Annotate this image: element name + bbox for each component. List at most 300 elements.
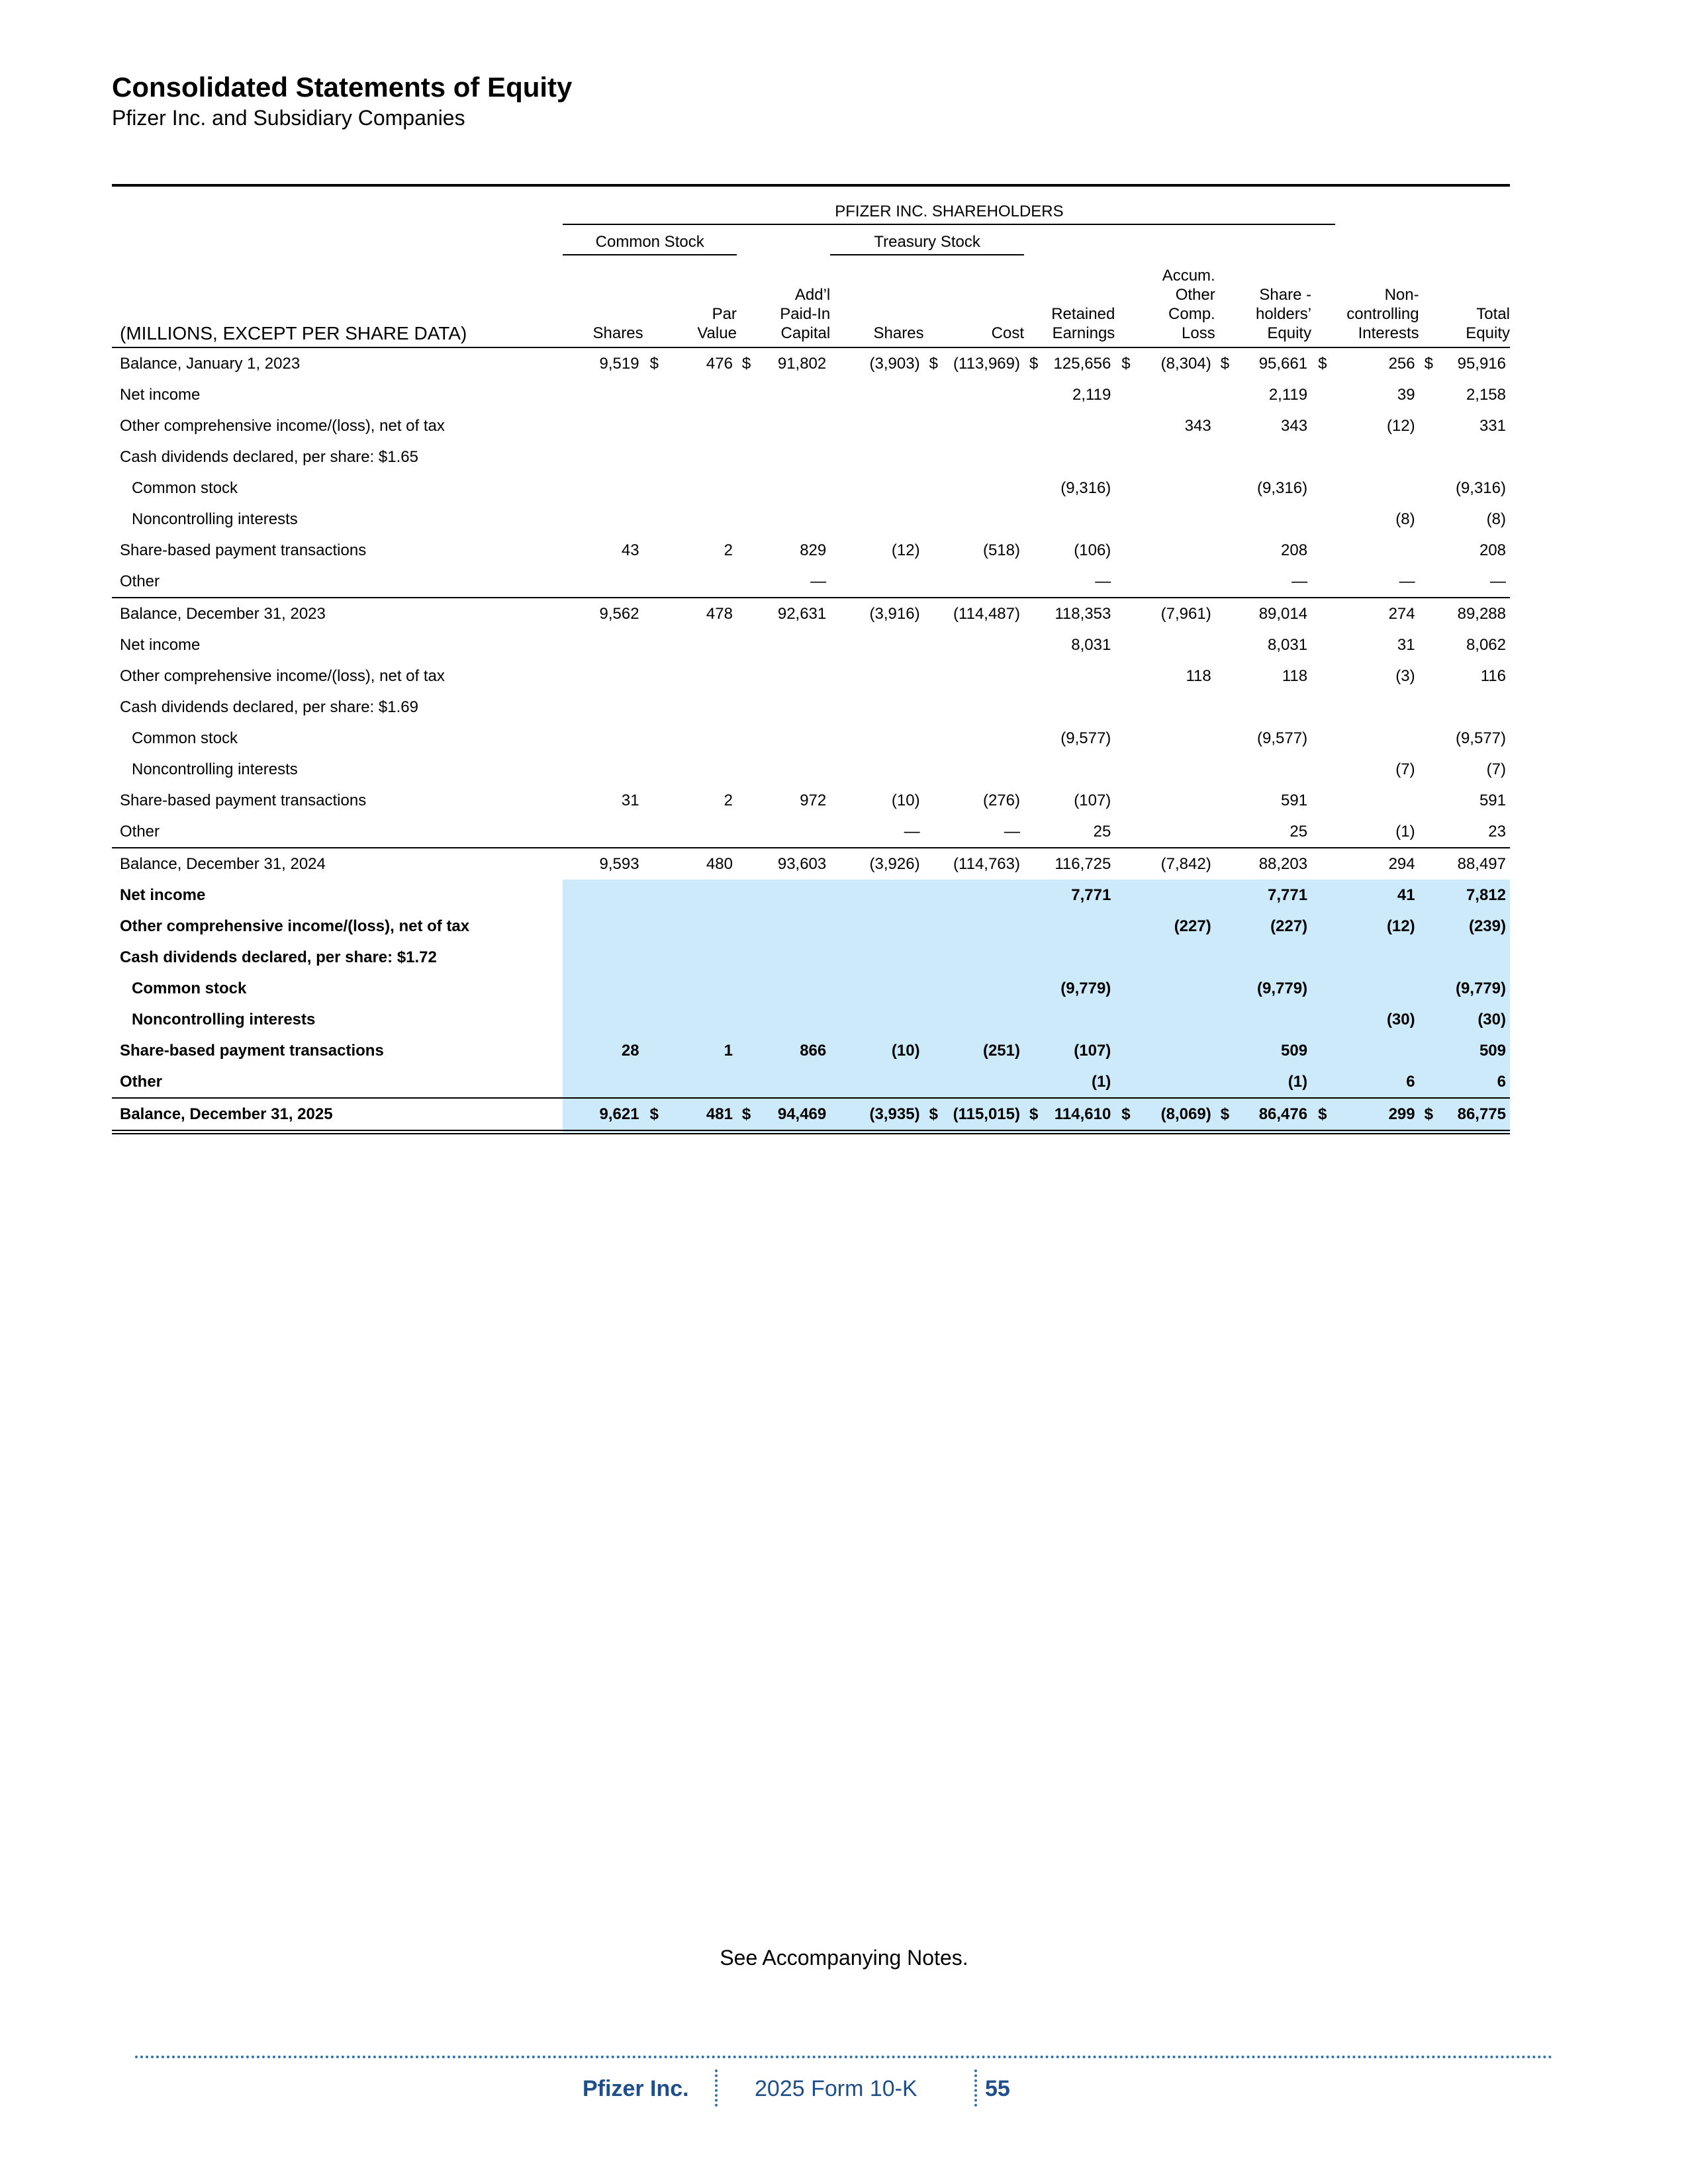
- table-cell: 481: [667, 1098, 737, 1132]
- table-cell: 2: [724, 791, 733, 809]
- footer-divider: [135, 2056, 1553, 2058]
- table-cell: (227): [1139, 911, 1215, 942]
- table-cell: 31: [1397, 635, 1415, 654]
- table-cell: [1139, 1035, 1215, 1066]
- table-cell: [1335, 1035, 1419, 1066]
- currency-symbol: [1115, 1066, 1139, 1098]
- table-cell: (9,316): [1455, 478, 1506, 497]
- table-cell: [563, 723, 643, 754]
- table-cell: [830, 692, 923, 723]
- footer-page-number: 55: [985, 2076, 1010, 2101]
- table-cell: [1139, 880, 1215, 911]
- table-cell: [563, 410, 643, 441]
- currency-symbol: [1115, 379, 1139, 410]
- table-row: [112, 629, 1510, 660]
- table-cell: [667, 504, 737, 535]
- table-cell: [1335, 785, 1419, 816]
- currency-symbol: $: [1318, 354, 1327, 373]
- row-label: Common stock: [132, 478, 238, 497]
- table-cell: [667, 942, 737, 973]
- table-cell: [667, 1004, 737, 1035]
- table-cell: (7): [1395, 760, 1415, 778]
- table-cell: [1139, 816, 1215, 848]
- table-cell: [1215, 441, 1311, 473]
- row-label: Balance, December 31, 2023: [112, 598, 563, 629]
- table-cell: (107): [1024, 1035, 1115, 1066]
- table-cell: (518): [982, 541, 1020, 559]
- column-header: Add’l Paid-In Capital: [737, 255, 830, 347]
- currency-symbol: [1311, 379, 1335, 410]
- currency-symbol: [1115, 441, 1139, 473]
- column-header: Par Value: [643, 255, 737, 347]
- row-label: Share-based payment transactions: [120, 791, 367, 809]
- table-cell: 208: [1479, 541, 1506, 559]
- table-cell: 9,621: [563, 1098, 643, 1132]
- column-header: Retained Earnings: [1024, 255, 1115, 347]
- table-cell: 591: [1479, 791, 1506, 809]
- table-row: [112, 723, 1510, 754]
- table-cell: 829: [800, 541, 827, 559]
- table-cell: [1024, 1004, 1115, 1035]
- table-cell: [1215, 942, 1311, 973]
- currency-symbol: [643, 723, 667, 754]
- currency-symbol: [643, 598, 667, 629]
- table-cell: [667, 723, 737, 754]
- currency-symbol: [643, 535, 667, 566]
- table-row: [112, 347, 1510, 379]
- table-cell: —: [810, 572, 827, 590]
- table-cell: [1419, 1098, 1510, 1132]
- table-cell: [830, 441, 923, 473]
- table-cell: (8): [1395, 510, 1415, 528]
- table-cell: [737, 410, 830, 441]
- row-label: Noncontrolling interests: [112, 1004, 563, 1035]
- cell-value: 86,476: [1258, 1105, 1308, 1123]
- table-cell: [924, 880, 1024, 911]
- row-label: Cash dividends declared, per share: $1.65: [120, 447, 418, 466]
- table-cell: [924, 566, 1024, 598]
- table-cell: [1215, 1004, 1311, 1035]
- currency-symbol: [1115, 504, 1139, 535]
- table-cell: [667, 410, 737, 441]
- table-cell: [1335, 535, 1419, 566]
- table-cell: 208: [1281, 541, 1308, 559]
- table-cell: (7): [1486, 760, 1506, 778]
- table-cell: 89,288: [1419, 598, 1510, 629]
- table-cell: [924, 379, 1024, 410]
- column-header: Shares: [563, 255, 643, 347]
- table-cell: 478: [667, 598, 737, 629]
- page-footer: [0, 2070, 1688, 2109]
- treasury-stock-group-header: Treasury Stock: [830, 224, 1024, 255]
- table-cell: [830, 942, 923, 973]
- table-cell: [1215, 504, 1311, 535]
- table-cell: [924, 1098, 1024, 1132]
- table-cell: [1139, 692, 1215, 723]
- table-cell: (107): [1074, 791, 1111, 809]
- table-cell: [830, 754, 923, 785]
- footer-separator: [974, 2070, 977, 2107]
- table-cell: [737, 692, 830, 723]
- currency-symbol: [643, 816, 667, 848]
- currency-symbol: [643, 629, 667, 660]
- table-cell: (9,779): [1419, 973, 1510, 1004]
- currency-symbol: [643, 1004, 667, 1035]
- row-label: Other: [112, 1066, 563, 1098]
- currency-symbol: [1115, 942, 1139, 973]
- table-cell: 343: [1281, 416, 1308, 435]
- currency-symbol: $: [1121, 354, 1131, 373]
- table-cell: 118: [1186, 666, 1211, 685]
- table-cell: 7,812: [1419, 880, 1510, 911]
- table-cell: [1139, 723, 1215, 754]
- footer-form: 2025 Form 10-K: [755, 2076, 917, 2101]
- table-cell: [830, 880, 923, 911]
- table-cell: [924, 973, 1024, 1004]
- table-cell: 972: [800, 791, 827, 809]
- table-cell: (9,577): [1257, 729, 1308, 747]
- table-cell: 331: [1479, 416, 1506, 435]
- currency-symbol: [643, 379, 667, 410]
- table-cell: [667, 1066, 737, 1098]
- currency-symbol: $: [1220, 354, 1230, 373]
- table-cell: (251): [924, 1035, 1024, 1066]
- currency-symbol: [1115, 535, 1139, 566]
- table-cell: (227): [1215, 911, 1311, 942]
- table-cell: [1419, 942, 1510, 973]
- table-cell: 299: [1335, 1098, 1419, 1132]
- table-row: [112, 754, 1510, 785]
- table-cell: [667, 816, 737, 848]
- table-cell: 92,631: [737, 598, 830, 629]
- table-row: [112, 598, 1510, 629]
- table-cell: 509: [1215, 1035, 1311, 1066]
- table-cell: [1024, 692, 1115, 723]
- currency-symbol: [643, 441, 667, 473]
- table-cell: [667, 629, 737, 660]
- cell-value: (115,015): [953, 1105, 1020, 1123]
- table-row: [112, 1035, 1510, 1066]
- table-cell: [563, 660, 643, 692]
- table-cell: 9,562: [563, 598, 643, 629]
- currency-symbol: [1311, 535, 1335, 566]
- table-cell: 480: [667, 848, 737, 880]
- currency-symbol: [1311, 692, 1335, 723]
- table-cell: [1139, 566, 1215, 598]
- table-cell: [1419, 692, 1510, 723]
- table-cell: 7,771: [1215, 880, 1311, 911]
- currency-symbol: [1311, 441, 1335, 473]
- table-cell: [1335, 942, 1419, 973]
- table-cell: (12): [891, 541, 920, 559]
- table-cell: (3): [1395, 666, 1415, 685]
- table-cell: [737, 347, 830, 379]
- table-cell: (3,926): [830, 848, 923, 880]
- common-stock-group-header: Common Stock: [563, 224, 736, 255]
- table-cell: 9,593: [563, 848, 643, 880]
- table-cell: (7,842): [1139, 848, 1215, 880]
- currency-symbol: [643, 692, 667, 723]
- table-cell: [563, 911, 643, 942]
- table-row: [112, 441, 1510, 473]
- table-cell: [1335, 441, 1419, 473]
- table-cell: [1335, 473, 1419, 504]
- currency-symbol: $: [649, 354, 659, 373]
- table-cell: [1215, 754, 1311, 785]
- table-cell: [737, 973, 830, 1004]
- currency-symbol: [643, 880, 667, 911]
- table-row: [112, 566, 1510, 598]
- currency-symbol: [1115, 816, 1139, 848]
- table-row: [112, 379, 1510, 410]
- table-cell: (12): [1386, 416, 1415, 435]
- currency-symbol: [643, 1035, 667, 1066]
- table-cell: [667, 692, 737, 723]
- table-cell: [667, 660, 737, 692]
- table-cell: 591: [1281, 791, 1308, 809]
- table-cell: [1024, 347, 1115, 379]
- row-label: Noncontrolling interests: [132, 760, 298, 778]
- table-cell: (10): [830, 1035, 923, 1066]
- table-cell: 274: [1335, 598, 1419, 629]
- row-label: Share-based payment transactions: [120, 541, 367, 559]
- row-label: Cash dividends declared, per share: $1.72: [112, 942, 563, 973]
- currency-symbol: [1115, 880, 1139, 911]
- currency-symbol: [1115, 723, 1139, 754]
- table-cell: [1024, 410, 1115, 441]
- table-cell: 7,771: [1024, 880, 1115, 911]
- table-cell: —: [1095, 572, 1111, 590]
- table-row: [112, 504, 1510, 535]
- row-label: Balance, January 1, 2023: [120, 354, 301, 373]
- currency-symbol: [1311, 785, 1335, 816]
- table-cell: [924, 410, 1024, 441]
- table-cell: 118,353: [1024, 598, 1115, 629]
- table-cell: [563, 1066, 643, 1098]
- table-cell: (12): [1335, 911, 1419, 942]
- table-cell: [737, 1066, 830, 1098]
- table-cell: [924, 504, 1024, 535]
- table-cell: 256: [1388, 354, 1415, 373]
- table-cell: [924, 660, 1024, 692]
- currency-symbol: $: [741, 1105, 751, 1123]
- table-cell: 294: [1335, 848, 1419, 880]
- currency-symbol: [643, 754, 667, 785]
- table-cell: 2,119: [1268, 385, 1308, 404]
- cell-value: 95,661: [1258, 354, 1308, 373]
- currency-symbol: [1311, 911, 1335, 942]
- table-cell: (9,577): [1455, 729, 1506, 747]
- table-cell: [737, 629, 830, 660]
- table-cell: (30): [1335, 1004, 1419, 1035]
- currency-symbol: [1311, 754, 1335, 785]
- table-cell: [924, 1066, 1024, 1098]
- table-cell: (8,069): [1139, 1098, 1215, 1132]
- table-cell: [830, 660, 923, 692]
- currency-symbol: $: [741, 354, 751, 373]
- table-cell: 88,203: [1215, 848, 1311, 880]
- table-row: [112, 660, 1510, 692]
- cell-value: 94,469: [777, 1105, 827, 1123]
- cell-value: 95,916: [1457, 354, 1506, 373]
- table-cell: (114,763): [924, 848, 1024, 880]
- table-cell: 25: [1289, 822, 1308, 841]
- table-cell: [830, 1066, 923, 1098]
- table-cell: [563, 566, 643, 598]
- table-row: [112, 1066, 1510, 1098]
- table-cell: [1024, 660, 1115, 692]
- currency-symbol: [1115, 785, 1139, 816]
- table-cell: [1139, 754, 1215, 785]
- currency-symbol: [643, 566, 667, 598]
- table-row: [112, 880, 1510, 911]
- table-cell: (276): [982, 791, 1020, 809]
- table-cell: 88,497: [1419, 848, 1510, 880]
- table-cell: (1): [1024, 1066, 1115, 1098]
- currency-symbol: [1311, 942, 1335, 973]
- shareholders-group-header: PFIZER INC. SHAREHOLDERS: [563, 195, 1335, 224]
- table-cell: [830, 911, 923, 942]
- currency-symbol: [1311, 473, 1335, 504]
- table-cell: 41: [1335, 880, 1419, 911]
- currency-symbol: [1115, 848, 1139, 880]
- table-cell: [1024, 911, 1115, 942]
- row-label: Net income: [120, 635, 201, 654]
- currency-symbol: [1311, 598, 1335, 629]
- table-cell: [1139, 1066, 1215, 1098]
- table-cell: (239): [1419, 911, 1510, 942]
- currency-symbol: [643, 410, 667, 441]
- row-label: Net income: [120, 385, 201, 404]
- accompanying-notes: See Accompanying Notes.: [720, 1946, 968, 1970]
- table-cell: —: [1004, 822, 1020, 841]
- currency-symbol: [1115, 660, 1139, 692]
- table-cell: 476: [706, 354, 733, 373]
- currency-symbol: [1115, 473, 1139, 504]
- table-cell: 89,014: [1215, 598, 1311, 629]
- currency-symbol: $: [1115, 1098, 1139, 1132]
- table-cell: (8,304): [1160, 354, 1211, 373]
- currency-symbol: [1115, 911, 1139, 942]
- table-cell: [1139, 473, 1215, 504]
- table-cell: 25: [1093, 822, 1111, 841]
- cell-value: 86,775: [1457, 1105, 1506, 1123]
- row-label: Other comprehensive income/(loss), net of tax: [120, 666, 445, 685]
- currency-symbol: [1115, 566, 1139, 598]
- table-cell: [830, 504, 923, 535]
- table-cell: [1139, 504, 1215, 535]
- table-cell: [563, 1004, 643, 1035]
- currency-symbol: [1311, 1004, 1335, 1035]
- currency-symbol: [643, 973, 667, 1004]
- table-cell: [1139, 785, 1215, 816]
- currency-symbol: [643, 504, 667, 535]
- table-cell: [737, 660, 830, 692]
- currency-symbol: [1311, 816, 1335, 848]
- currency-symbol: [1115, 1035, 1139, 1066]
- currency-symbol: [1115, 754, 1139, 785]
- table-cell: [1215, 692, 1311, 723]
- table-cell: (3,916): [830, 598, 923, 629]
- currency-symbol: [1311, 1066, 1335, 1098]
- table-cell: [737, 911, 830, 942]
- table-cell: [737, 1004, 830, 1035]
- table-cell: —: [1490, 572, 1506, 590]
- table-cell: [924, 1004, 1024, 1035]
- table-cell: [1335, 723, 1419, 754]
- table-cell: [924, 723, 1024, 754]
- page-title: Consolidated Statements of Equity: [112, 71, 573, 103]
- table-cell: —: [1291, 572, 1308, 590]
- table-cell: 509: [1419, 1035, 1510, 1066]
- currency-symbol: [1115, 1004, 1139, 1035]
- column-header: Accum. Other Comp. Loss: [1115, 255, 1215, 347]
- table-cell: [1139, 629, 1215, 660]
- table-cell: [737, 441, 830, 473]
- cell-value: (113,969): [953, 354, 1020, 373]
- table-cell: (9,577): [1060, 729, 1111, 747]
- table-cell: [563, 379, 643, 410]
- currency-symbol: $: [1029, 1105, 1039, 1123]
- table-cell: 866: [737, 1035, 830, 1066]
- table-row: [112, 973, 1510, 1004]
- table-cell: (106): [1074, 541, 1111, 559]
- footer-separator: [715, 2070, 718, 2107]
- row-label: Other comprehensive income/(loss), net of tax: [112, 911, 563, 942]
- currency-symbol: $: [1029, 354, 1039, 373]
- table-cell: (30): [1419, 1004, 1510, 1035]
- table-cell: 31: [621, 791, 639, 809]
- currency-symbol: [643, 660, 667, 692]
- column-header: Share - holders’ Equity: [1215, 255, 1311, 347]
- table-cell: (1): [1215, 1066, 1311, 1098]
- table-cell: 2: [724, 541, 733, 559]
- table-cell: 118: [1282, 666, 1308, 685]
- row-label: Cash dividends declared, per share: $1.69: [120, 698, 418, 716]
- currency-symbol: $: [1424, 354, 1433, 373]
- table-cell: (8): [1486, 510, 1506, 528]
- table-cell: [830, 410, 923, 441]
- table-cell: (9,779): [1024, 973, 1115, 1004]
- table-cell: 9,519: [599, 354, 639, 373]
- table-cell: [737, 754, 830, 785]
- table-row: [112, 473, 1510, 504]
- table-cell: [1024, 1098, 1115, 1132]
- table-cell: 2,119: [1072, 385, 1111, 404]
- table-cell: [737, 880, 830, 911]
- table-row: [112, 692, 1510, 723]
- table-cell: (1): [1395, 822, 1415, 841]
- table-cell: [830, 1004, 923, 1035]
- row-label: Share-based payment transactions: [112, 1035, 563, 1066]
- footer-company: Pfizer Inc.: [583, 2076, 689, 2101]
- table-cell: 39: [1397, 385, 1415, 404]
- table-cell: [830, 379, 923, 410]
- row-label: Balance, December 31, 2024: [112, 848, 563, 880]
- table-cell: [924, 911, 1024, 942]
- table-cell: 23: [1488, 822, 1506, 841]
- table-cell: [563, 504, 643, 535]
- table-cell: [667, 566, 737, 598]
- currency-symbol: $: [1424, 1105, 1433, 1123]
- table-cell: 93,603: [737, 848, 830, 880]
- currency-symbol: [1311, 848, 1335, 880]
- table-cell: 6: [1419, 1066, 1510, 1098]
- table-cell: [1024, 754, 1115, 785]
- table-cell: 8,031: [1071, 635, 1111, 654]
- row-label: Noncontrolling interests: [132, 510, 298, 528]
- cell-value: 125,656: [1053, 354, 1111, 373]
